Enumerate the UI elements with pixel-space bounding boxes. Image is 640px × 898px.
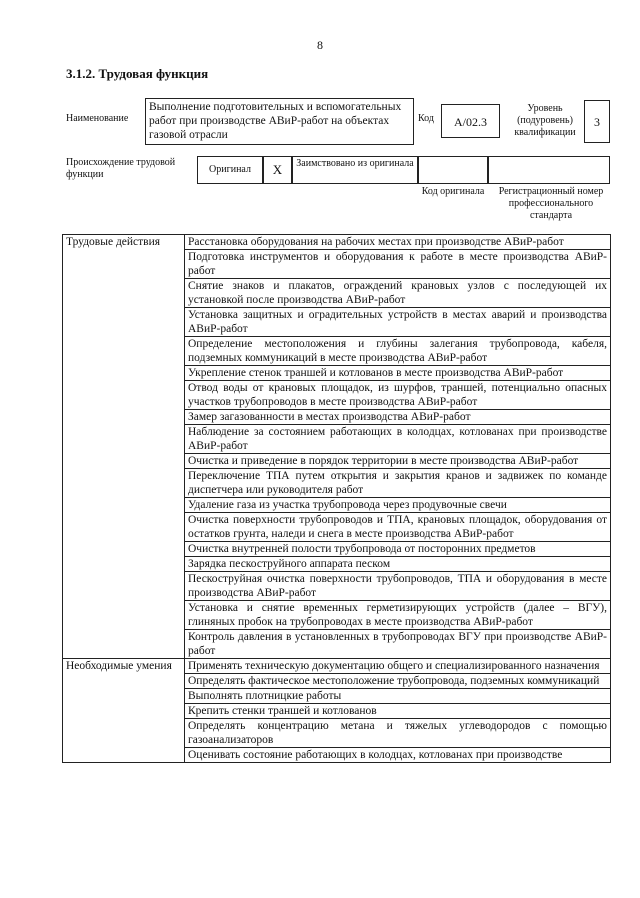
table-cell: Отвод воды от крановых площадок, из шурфов, траншей, потенциально опасных участков трубопроводов в месте производства АВиР-работ (185, 381, 611, 410)
table-row (63, 659, 611, 674)
function-name-value: Выполнение подготовительных и вспомогательных работ при производстве АВиР-работ на объектах газовой отрасли (145, 98, 414, 145)
table-cell: Установка и снятие временных герметизирующих устройств (далее – ВГУ), глиняных пробок на трубопроводах в месте производства АВиР-работ (185, 601, 611, 630)
table-cell: Крепить стенки траншей и котлованов (185, 704, 611, 719)
code-original-caption: Код оригинала (421, 186, 485, 197)
table-cell: Удаление газа из участка трубопровода через продувочные свечи (185, 498, 611, 513)
level-label: Уровень (подуровень) квалификации (514, 103, 576, 138)
table-cell: Применять техническую документацию общего и специализированного назначения (185, 659, 611, 674)
table-cell: Оценивать состояние работающих в колодцах, котлованах при производстве (185, 748, 611, 763)
table-cell: Подготовка инструментов и оборудования к работе в месте производства АВиР-работ (185, 250, 611, 279)
table-cell: Определять фактическое местоположение трубопровода, подземных коммуникаций (185, 674, 611, 689)
table-cell: Замер загазованности в местах производства АВиР-работ (185, 410, 611, 425)
original-label: Оригинал (197, 156, 263, 184)
table-cell: Зарядка пескоструйного аппарата песком (185, 557, 611, 572)
code-value: А/02.3 (441, 104, 500, 138)
table-cell: Переключение ТПА путем открытия и закрытия кранов и задвижек по команде диспетчера или руководителя работ (185, 469, 611, 498)
table-cell: Определять концентрацию метана и тяжелых углеводородов с помощью газоанализаторов (185, 719, 611, 748)
code-label: Код (418, 113, 434, 124)
section-title: 3.1.2. Трудовая функция (66, 66, 209, 81)
table-cell: Расстановка оборудования на рабочих местах при производстве АВиР-работ (185, 235, 611, 250)
original-mark: X (263, 156, 292, 184)
table-cell: Очистка поверхности трубопроводов и ТПА, крановых площадок, оборудования от остатков грунта, наледи и снега в месте производства АВиР-работ (185, 513, 611, 542)
borrowed-label: Заимствовано из оригинала (292, 156, 418, 184)
table-cell: Укрепление стенок траншей и котлованов в месте производства АВиР-работ (185, 366, 611, 381)
name-label: Наименование (66, 113, 129, 124)
table-cell: Наблюдение за состоянием работающих в колодцах, котлованах при производстве АВиР-работ (185, 425, 611, 454)
table-cell: Пескоструйная очистка поверхности трубопроводов, ТПА и оборудования в месте производства АВиР-работ (185, 572, 611, 601)
origin-label: Происхождение трудовой функции (66, 157, 176, 180)
section-label: Трудовые действия (63, 235, 185, 659)
table-row (63, 235, 611, 250)
table-cell: Контроль давления в установленных в трубопроводах ВГУ при производстве АВиР-работ (185, 630, 611, 659)
reg-number-caption: Регистрационный номер профессионального стандарта (498, 186, 604, 221)
table-cell: Очистка внутренней полости трубопровода от посторонних предметов (185, 542, 611, 557)
section-label: Необходимые умения (63, 659, 185, 763)
code-original-cell (418, 156, 488, 184)
table-cell: Снятие знаков и плакатов, ограждений крановых узлов с последующей их установкой после производства АВиР-работ (185, 279, 611, 308)
page-number: 8 (317, 38, 323, 52)
table-cell: Очистка и приведение в порядок территории в месте производства АВиР-работ (185, 454, 611, 469)
table-cell: Определение местоположения и глубины залегания трубопровода, кабеля, подземных коммуникаций в месте производства АВиР-работ (185, 337, 611, 366)
level-value: 3 (584, 100, 610, 143)
function-table (62, 234, 611, 763)
table-cell: Выполнять плотницкие работы (185, 689, 611, 704)
reg-number-cell (488, 156, 610, 184)
table-cell: Установка защитных и оградительных устройств в местах аварий и производства АВиР-работ (185, 308, 611, 337)
